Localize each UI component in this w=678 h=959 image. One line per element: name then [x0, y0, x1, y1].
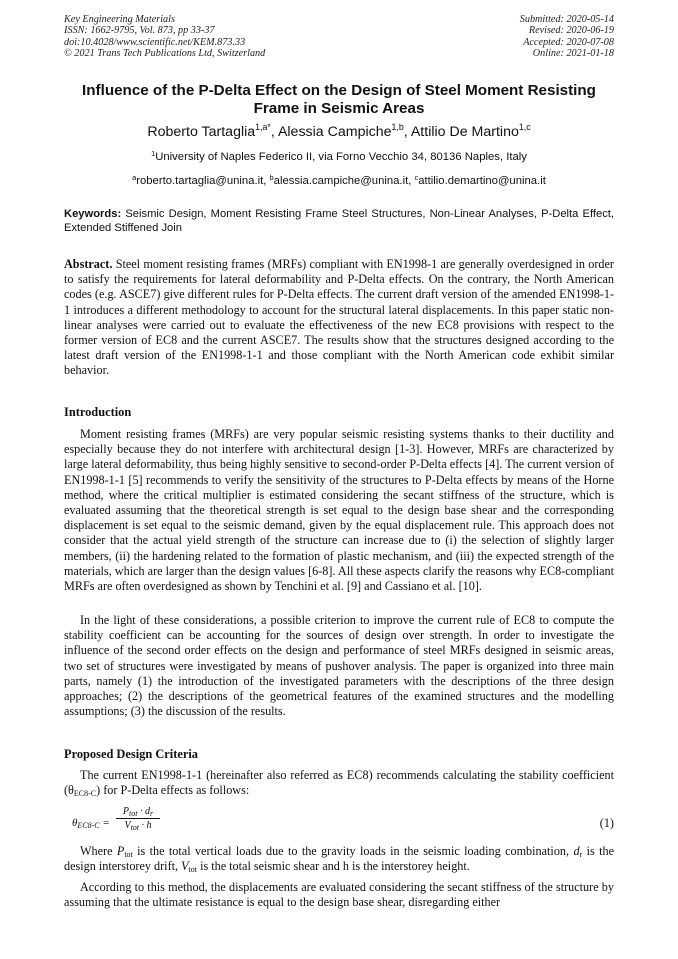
- subscript: tot: [130, 823, 140, 832]
- issn: ISSN: 1662-9795, Vol. 873, pp 33-37: [64, 25, 215, 37]
- abstract-text: Steel moment resisting frames (MRFs) compliant with EN1998-1 are generally overdesigned in order to satisfy the requirements for lateral deformability and P-Delta effects. On the contrary, the North American codes (e.g. ASCE7) give different rules for P-Delta effects. The current draft version of the amended EN1998-1-1 introduces a different methodology to account for the structural lateral displacements. In this paper static non-linear analyses were carried out to evaluate the effectiveness of the new EC8 provisions with respect to the former version of EC8 and the current ASCE7. The results show that the structures designed according to the latest draft version of the EN1998-1-1 and those compliant with the North American code exhibit similar behavior.: [64, 257, 614, 378]
- abstract: [64, 257, 614, 379]
- numerator: [116, 806, 160, 819]
- author-name: Attilio De Martino: [410, 124, 519, 140]
- email-link[interactable]: roberto.tartaglia@unina.it: [136, 175, 264, 187]
- theta-symbol: θ: [72, 817, 78, 829]
- email-list: $^a$roberto.tartaglia@unina.it, $^b$alessia.campiche@unina.it, $^c$attilio.demartino@unina.it: [132, 173, 546, 187]
- online-date: Online: 2021-01-18: [532, 48, 614, 60]
- copyright: © 2021 Trans Tech Publications Ltd, Switzerland: [64, 48, 266, 60]
- author-list: Roberto Tartaglia$^{1,a*}$, Alessia Campiche$^{1,b}$, Attilio De Martino$^{1,c}$: [147, 122, 531, 140]
- author-sup: 1,b: [391, 122, 404, 132]
- denominator: [116, 819, 160, 831]
- equation-number: (1): [599, 816, 614, 830]
- paper-title: Influence of the P-Delta Effect on the Design of Steel Moment Resisting Frame in Seismic Areas: [82, 82, 596, 117]
- paragraph: [64, 768, 614, 798]
- paragraph: In the light of these considerations, a possible criterion to improve the current rule of EC8 to compute the stability coefficient can be accounting for the sources of design over strength. In order to investigate the influence of the second order effects on the design and performance of steel MRFs designed in seismic areas, two set of structures were investigated by means of pushover analysis. The paper is organized into three main parts, namely (1) the introduction of the investigated parameters with the descriptions of the three design approaches; (2) the descriptions of the geometrical features of the examined structures and the modelling assumptions; (3) the discussion of the results.: [64, 613, 614, 719]
- author-sup: 1,a*: [255, 122, 271, 132]
- doi[interactable]: doi:10.4028/www.scientific.net/KEM.873.33: [64, 36, 246, 48]
- symbol: P: [122, 806, 130, 817]
- equation-fraction: [116, 806, 160, 831]
- email-sup: b: [269, 173, 274, 182]
- subscript: r: [579, 850, 583, 859]
- dates-info: [520, 14, 614, 60]
- affiliation-sup: 1: [151, 149, 156, 158]
- proposed-paragraph-1: [64, 768, 614, 798]
- keywords-label: Keywords:: [64, 208, 122, 220]
- abstract-label: Abstract.: [64, 257, 113, 271]
- email-link[interactable]: alessia.campiche@unina.it: [273, 175, 409, 187]
- subscript: tot: [188, 865, 198, 875]
- email-sup: a: [132, 173, 137, 182]
- revised-date: Revised: 2020-06-19: [528, 25, 614, 37]
- intro-paragraph-1: [64, 427, 614, 594]
- subscript: EC8-C: [73, 789, 97, 799]
- keywords-text: Seismic Design, Moment Resisting Frame Steel Structures, Non-Linear Analyses, P-Delta Effect, Extended Stiffened Join: [64, 208, 615, 234]
- symbol: V: [181, 859, 189, 874]
- email-link[interactable]: attilio.demartino@unina.it: [418, 175, 546, 187]
- subscript: tot: [129, 809, 138, 818]
- keywords: [64, 207, 614, 235]
- symbol: · h: [139, 820, 152, 831]
- journal-info: [64, 14, 265, 60]
- proposed-paragraph-2: [64, 844, 614, 874]
- paragraph: According to this method, the displacements are evaluated considering the secant stiffness of the structure by assuming that the ultimate resistance is equal to the design base shear, disregarding either: [64, 880, 614, 910]
- symbol: · d: [137, 806, 150, 817]
- text-run: is the total seismic shear and h is the interstorey height.: [197, 859, 470, 874]
- symbol: P: [116, 844, 125, 858]
- text-run: ) for P-Delta effects as follows:: [96, 783, 250, 798]
- equation-lhs: [72, 817, 110, 829]
- author-name: Roberto Tartaglia: [147, 124, 256, 140]
- text-run: Where: [80, 844, 117, 858]
- symbol: V: [124, 820, 131, 831]
- author-sup: 1,c: [518, 122, 531, 132]
- paragraph: [64, 844, 614, 874]
- text-run: is the design interstorey drift,: [64, 844, 614, 874]
- subscript: r: [149, 809, 154, 818]
- intro-paragraph-2: [64, 613, 614, 719]
- paragraph: Moment resisting frames (MRFs) are very popular seismic resisting systems thanks to their ductility and especially because they do not interfere with architectural design [1-3]. However, MRFs are characterized by large lateral deformability, thus being highly sensitive to second-order P-Delta effects [4]. The current version of EN1998-1-1 [5] recommends to verify the sensitivity of the structures to P-Delta effects by means of the Horne method, where the critical multiplier is estimated considering the secant stiffness of the structure, which is evaluated assuming that the theoretical strength is set equal to the design base shear and the corresponding displacement is set equal to the seismic demand, given by the equal displacement rule. This approach does not consider that the actual yield strength of the structure can increase due to (i) the selection of slightly larger members, (ii) the hardening related to the formation of plastic mechanism, and (iii) the expected strength of the materials, which are larger than the design values [6-8]. All these aspects clarify the reasons why EC8-compliant MRFs are often overdesigned as shown by Tenchini et al. [9] and Cassiano et al. [10].: [64, 427, 614, 594]
- text-run: is the total vertical loads due to the gravity loads in the seismic loading combination,: [132, 844, 574, 858]
- journal-name: Key Engineering Materials: [64, 14, 175, 25]
- submitted-date: Submitted: 2020-05-14: [519, 14, 614, 25]
- author-name: Alessia Campiche: [277, 124, 392, 140]
- equals-sign: =: [102, 817, 110, 829]
- affiliation-text: University of Naples Federico II, via Forno Vecchio 34, 80136 Naples, Italy: [155, 151, 527, 163]
- section-heading-proposed-design-criteria: Proposed Design Criteria: [64, 747, 198, 761]
- subscript: EC8-C: [77, 821, 100, 830]
- email-sup: c: [414, 173, 419, 182]
- section-heading-introduction: Introduction: [64, 405, 132, 419]
- affiliation: [0, 150, 678, 164]
- accepted-date: Accepted: 2020-07-08: [523, 36, 614, 48]
- subscript: tot: [124, 850, 133, 859]
- symbol: d: [573, 844, 580, 858]
- text-run: The current EN1998-1-1 (hereinafter also referred as EC8) recommends calculating the stability coefficient (θ: [64, 768, 614, 798]
- proposed-paragraph-3: [64, 880, 614, 910]
